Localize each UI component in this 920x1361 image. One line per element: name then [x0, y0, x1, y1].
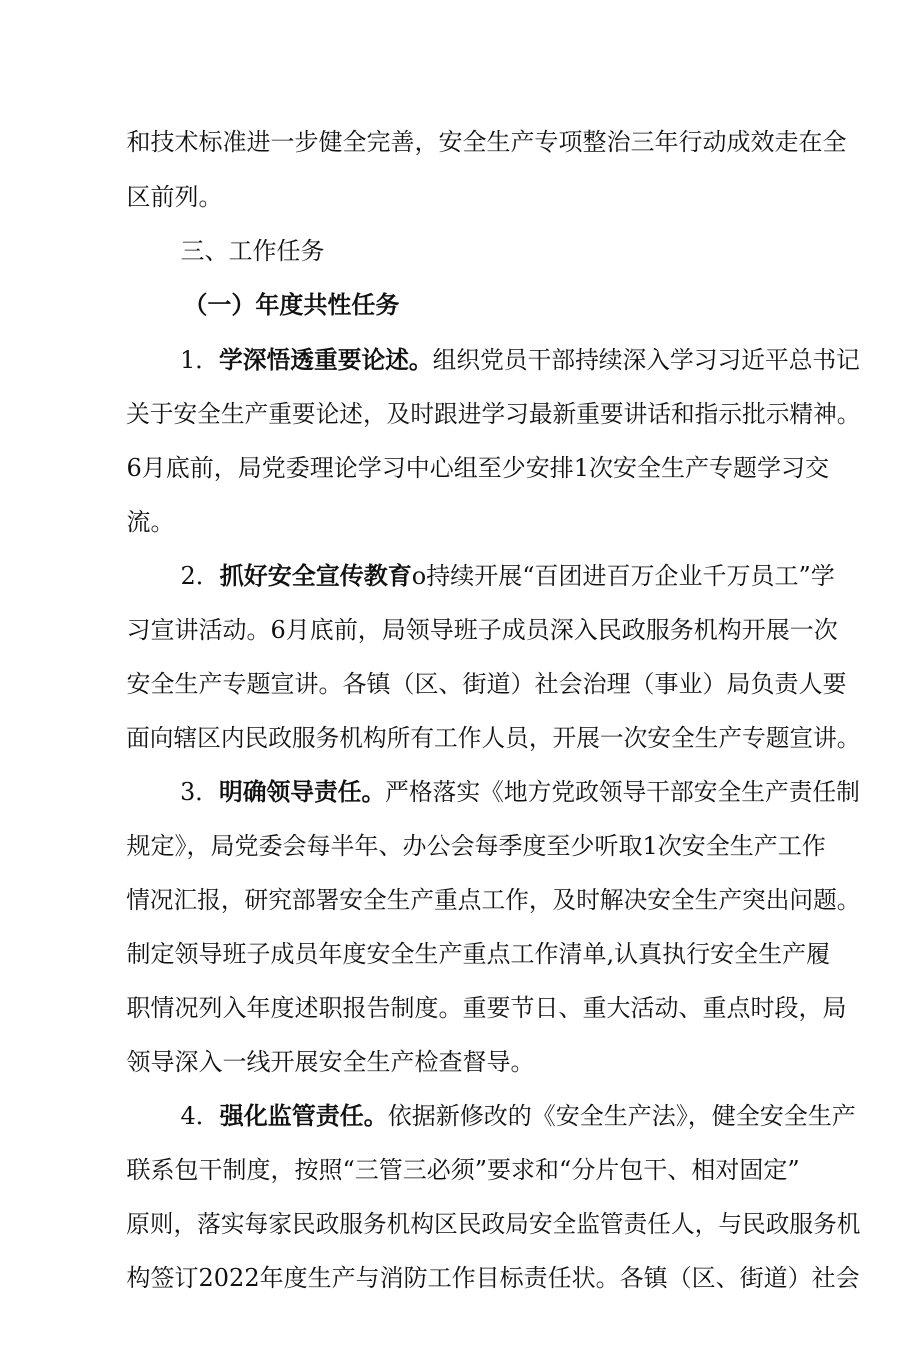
text-line: 流。: [126, 508, 175, 536]
text-line: 联系包干制度，按照“三管三必须”要求和“分片包干、相对固定”: [126, 1156, 800, 1184]
item-number: 4．: [180, 1102, 220, 1130]
text-line: 规定》，局党委会每半年、办公会每季度至少听取1次安全生产工作: [126, 832, 826, 860]
item-title: 强化监管责任。: [219, 1102, 388, 1130]
section-heading-text: 三、工作任务: [180, 237, 325, 265]
paragraph-line: [0, 1233, 920, 1323]
text-line: 制定领导班子成员年度安全生产重点工作清单,认真执行安全生产履: [126, 940, 831, 968]
text-line: 构签订2022年度生产与消防工作目标责任状。各镇（区、街道）社会: [126, 1264, 860, 1292]
text-line: 领导深入一线开展安全生产检查督导。: [126, 1048, 535, 1076]
text-line: 严格落实《地方党政领导干部安全生产责任制: [385, 778, 860, 806]
text-line: 依据新修改的《安全生产法》，健全安全生产: [387, 1102, 856, 1130]
item-title: 明确领导责任。: [219, 778, 386, 806]
text-line: 区前列。: [126, 183, 223, 211]
text-line: o持续开展“百团进百万企业千万员工”学: [411, 562, 835, 590]
text-line: 原则，落实每家民政服务机构区民政局安全监管责任人，与民政服务机: [126, 1210, 861, 1238]
item-number: 3．: [180, 778, 220, 806]
text-line: 职情况列入年度述职报告制度。重要节日、重大活动、重点时段，局: [126, 994, 847, 1022]
text-line: 面向辖区内民政服务机构所有工作人员，开展一次安全生产专题宣讲。: [126, 724, 861, 752]
item-number: 2．: [180, 562, 220, 590]
text-line: 习宣讲活动。6月底前，局领导班子成员深入民政服务机构开展一次: [126, 616, 838, 644]
item-title: 学深悟透重要论述。: [219, 346, 433, 374]
item-number: 1．: [180, 346, 220, 374]
text-line: 组织党员干部持续深入学习习近平总书记: [432, 346, 860, 374]
item-title: 抓好安全宣传教育: [219, 562, 412, 590]
subsection-heading-text: （一）年度共性任务: [183, 291, 400, 319]
text-line: 情况汇报，研究部署安全生产重点工作，及时解决安全生产突出问题。: [126, 886, 861, 914]
text-line: 和技术标准进一步健全完善，安全生产专项整治三年行动成效走在全: [126, 128, 847, 156]
text-line: 安全生产专题宣讲。各镇（区、街道）社会治理（事业）局负责人要: [126, 670, 847, 698]
text-line: 关于安全生产重要论述，及时跟进学习最新重要讲话和指示批示精神。: [126, 400, 861, 428]
text-line: 6月底前，局党委理论学习中心组至少安排1次安全生产专题学习交: [126, 454, 830, 482]
